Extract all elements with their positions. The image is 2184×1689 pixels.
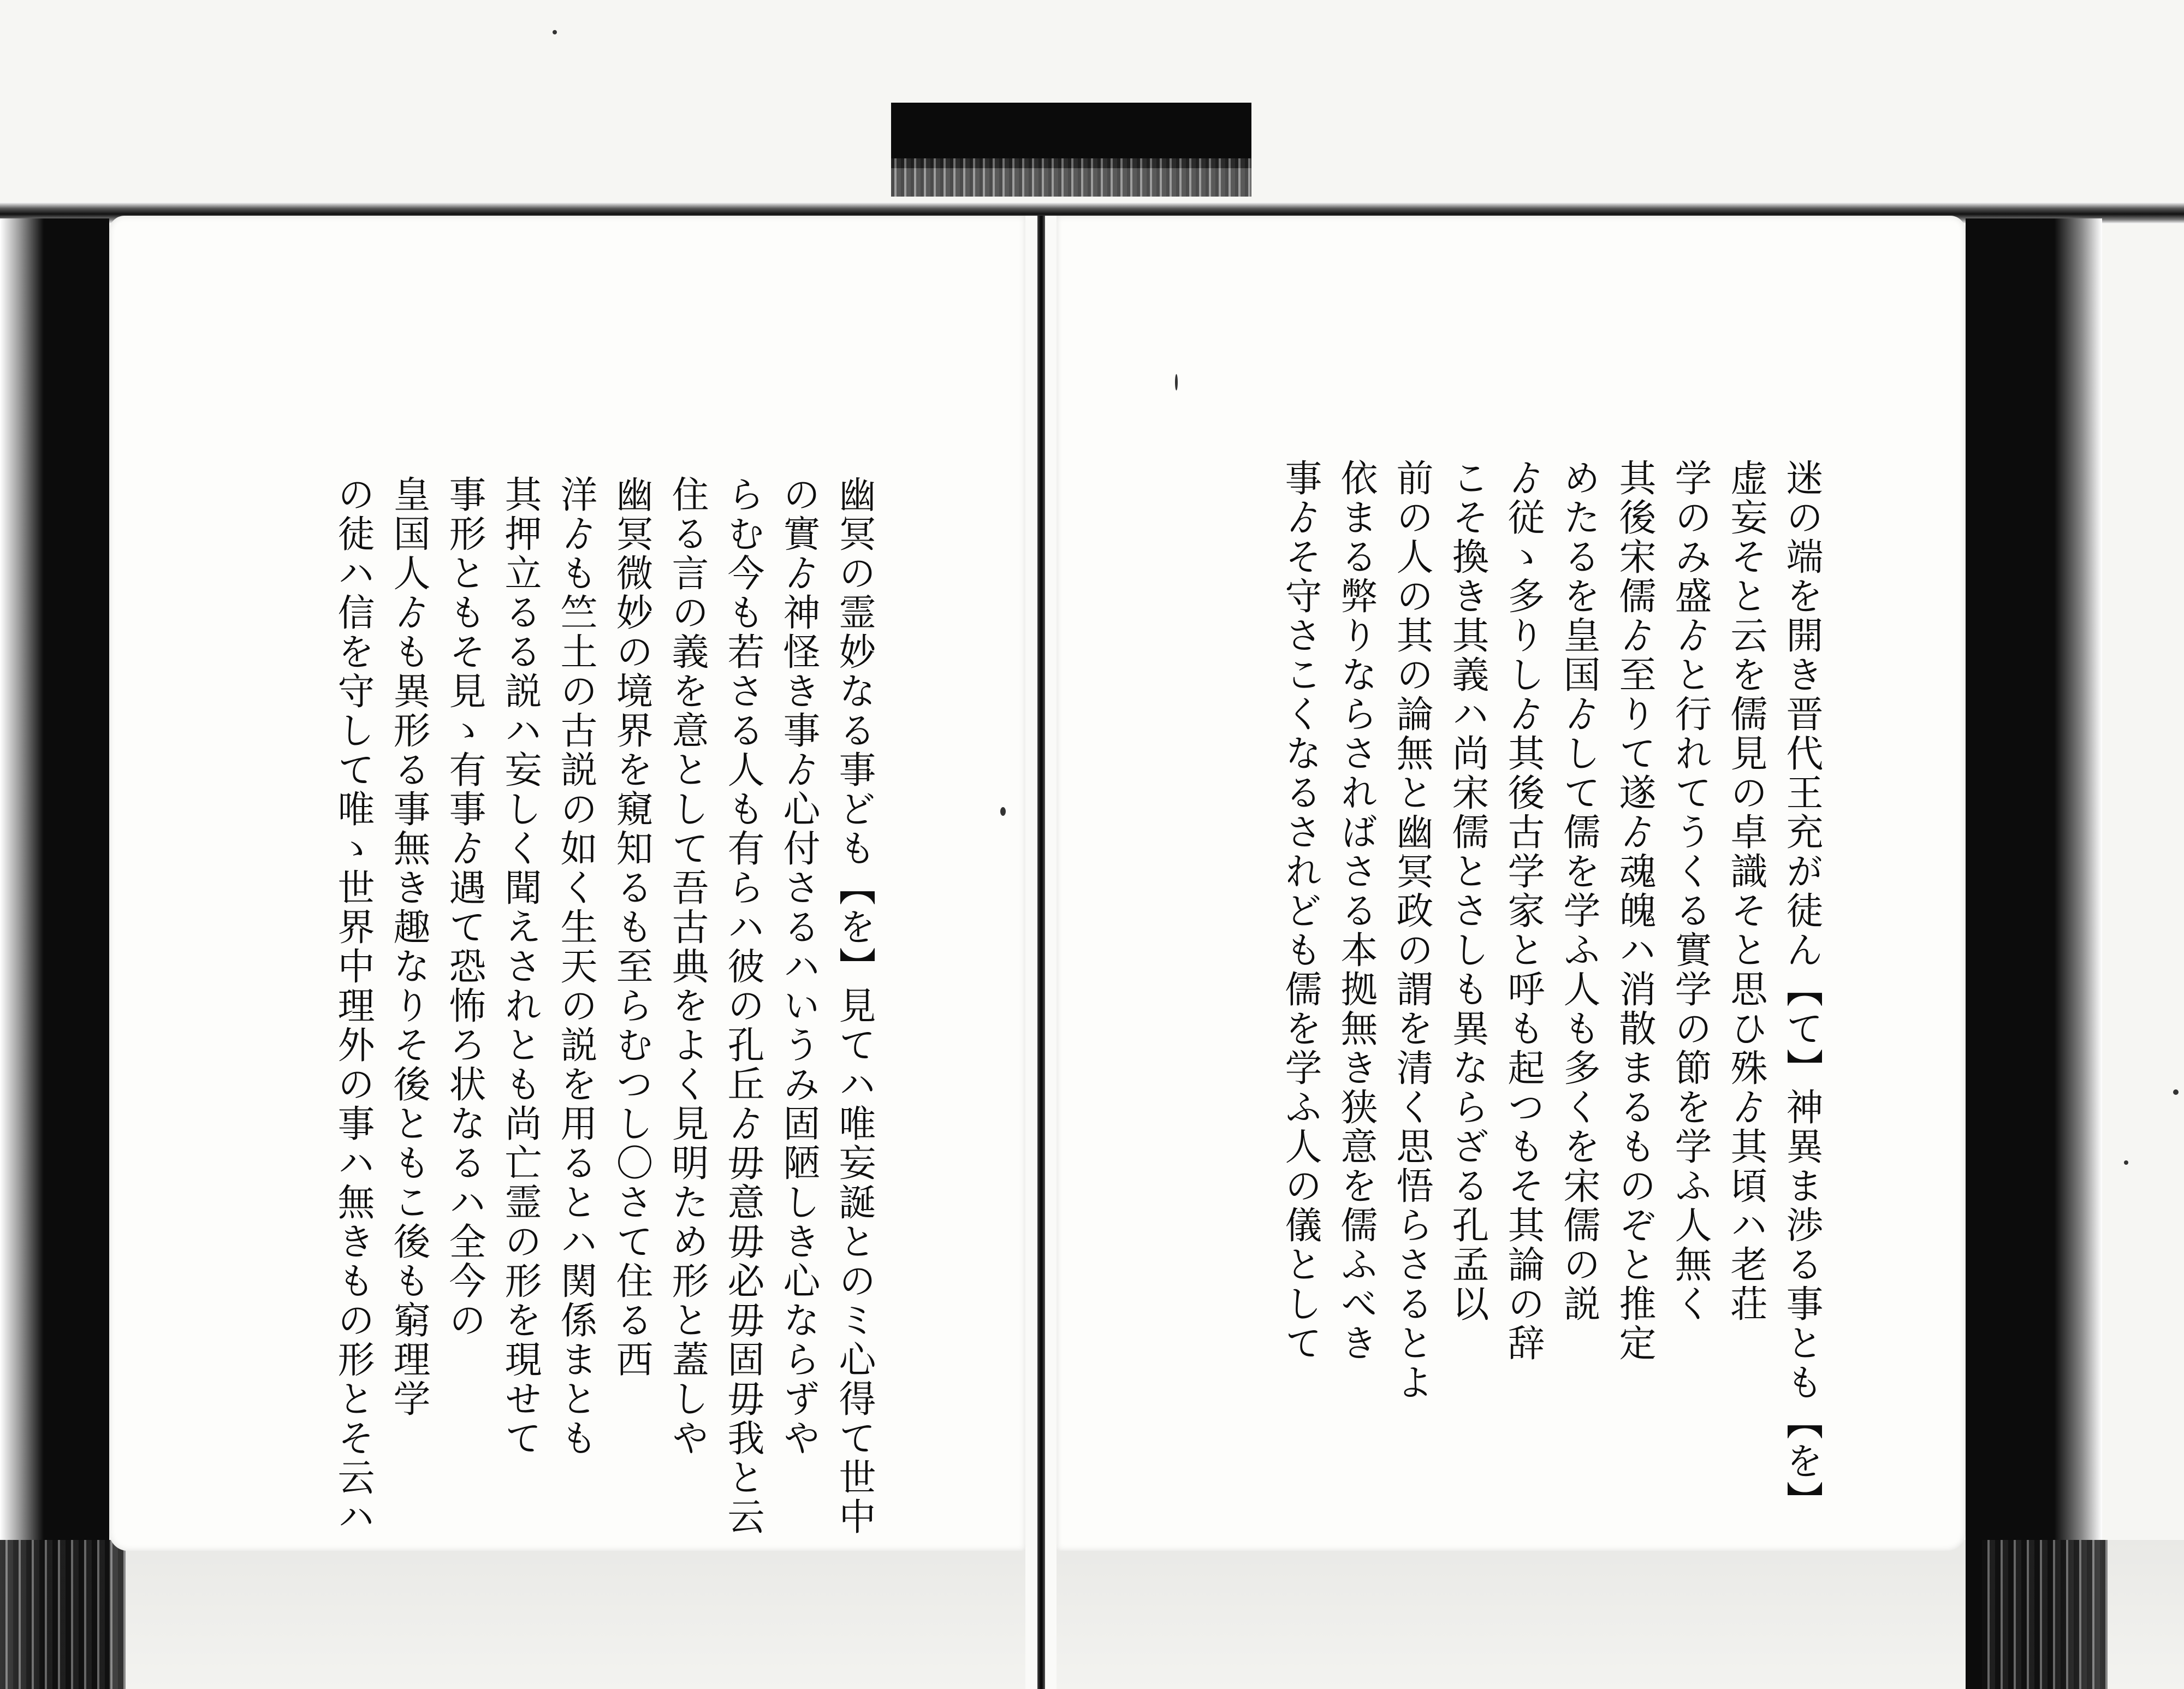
left-page-column-1: 幽冥の霊妙なる事ども【を】見てハ唯妄誕とのミ心得て世中 [833, 475, 876, 1537]
right-page-column-3: 学のみ盛ゟと行れてうくる實学の節を学ふ人無く [1669, 459, 1712, 1324]
left-page-column-5: 幽冥微妙の境界を窺知るも至らむつし〇さて住る西 [610, 475, 653, 1379]
left-page-column-10: の徒ハ信を守して唯ゝ世界中理外の事ハ無きもの形とそ云ハ [331, 475, 375, 1537]
left-page-column-9: 皇国人ゟも異形る事無き趣なりそ後ともこ後も窮理学 [387, 475, 430, 1419]
scan-speck [2124, 1160, 2128, 1165]
right-page-column-2: 虚妄そと云を儒見の卓識そと思ひ殊ゟ其頃ハ老荘 [1724, 459, 1767, 1324]
left-page-column-2: の實ゟ神怪き事ゟ心付さるハいうみ固陋しき心ならずや [777, 475, 820, 1458]
scan-speck [1175, 374, 1178, 390]
left-page-column-7: 其押立るる説ハ妄しく聞えされとも尚亡霊の形を現せて [498, 475, 542, 1458]
right-page-column-6: ゟ従ゝ多りしゟ其後古学家と呼も起つもそ其論の辞 [1502, 459, 1545, 1363]
gutter-fold [1037, 216, 1045, 1689]
right-page-column-4: 其後宋儒ゟ至りて遂ゟ魂魄ハ消散まるものぞと推定 [1613, 459, 1656, 1363]
scan-speck [553, 30, 557, 34]
book-tab-shadow [891, 158, 1251, 197]
right-page-column-7: こそ換き其義ハ尚宋儒とさしも異ならざる孔孟以 [1446, 459, 1489, 1324]
right-page-column-5: めたるを皇国ゟして儒を学ふ人も多くを宋儒の説 [1557, 459, 1600, 1324]
right-page-column-8: 前の人の其の論無と幽冥政の謂を清く思悟らさるとよ [1390, 459, 1433, 1402]
scanner-bed [0, 1540, 2184, 1689]
scan-speck [1000, 807, 1006, 816]
left-page-edge-shadow [0, 218, 109, 1689]
right-page-column-9: 依まる弊りならさればさる本拠無き狭意を儒ふべき [1334, 459, 1378, 1363]
left-stack-edges [0, 1540, 126, 1689]
left-page-column-8: 事形ともそ見ゝ有事ゟ遇て恐怖ろ状なるハ全今の [443, 475, 486, 1340]
right-page-edge-shadow [1966, 218, 2102, 1689]
right-page-column-10: 事ゟそ守さこくなるされども儒を学ふ人の儀として [1279, 459, 1322, 1363]
left-page-column-6: 洋ゟも竺土の古説の如く生天の説を用るとハ関係まとも [554, 475, 597, 1458]
scan-speck [2173, 1089, 2179, 1095]
right-page [1057, 216, 1966, 1551]
left-page-column-3: らむ今も若さる人も有らハ彼の孔丘ゟ毋意毋必毋固毋我と云 [721, 475, 764, 1537]
left-page-column-4: 住る言の義を意として吾古典をよく見明ため形と蓋しや [666, 475, 709, 1458]
right-page-column-1: 迷の端を開き晋代王充が徒ん【て】神異ま渉る事とも【を】 [1780, 459, 1823, 1520]
right-stack-edges [1982, 1540, 2108, 1689]
left-page [109, 216, 1025, 1551]
